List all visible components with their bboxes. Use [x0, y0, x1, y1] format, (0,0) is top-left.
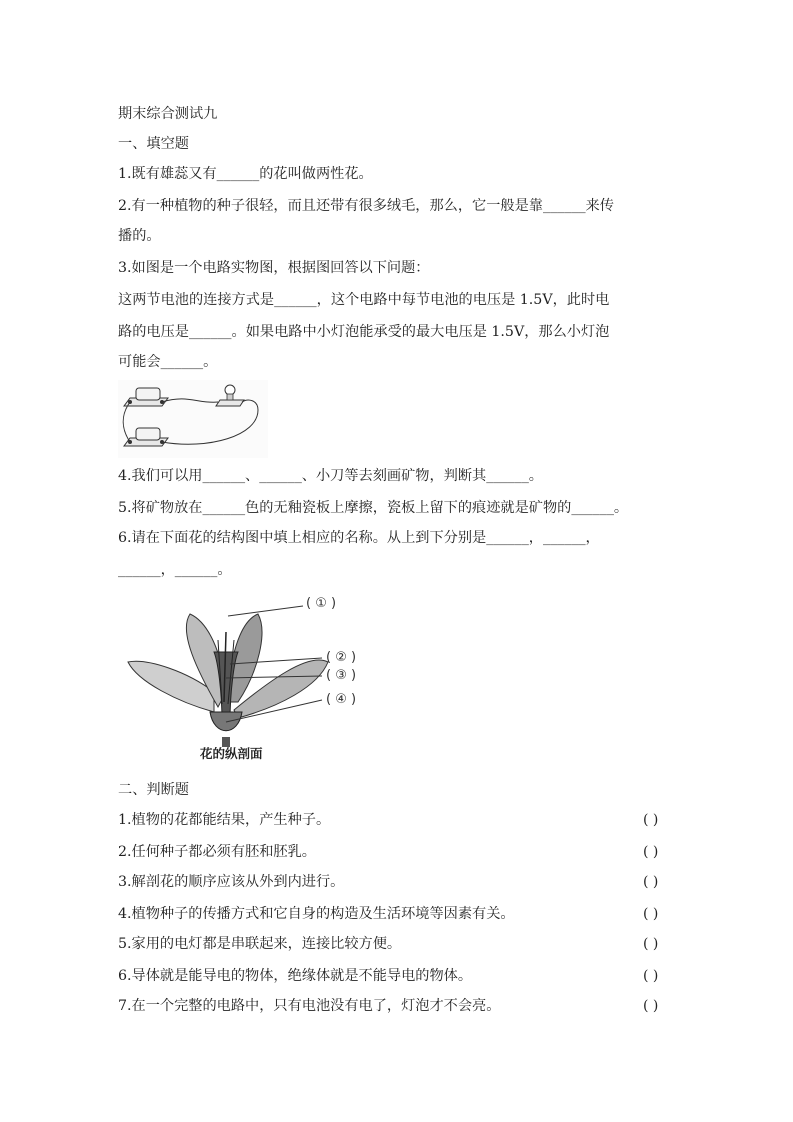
circuit-diagram [118, 380, 268, 458]
answer-parentheses[interactable]: ( ) [643, 936, 659, 952]
answer-parentheses[interactable]: ( ) [643, 998, 659, 1014]
question-2-line2: 播的。 [118, 228, 161, 244]
judge-item-2: 2.任何种子都必须有胚和胚乳。 [118, 844, 316, 860]
question-1: 1.既有雄蕊又有______的花叫做两性花。 [118, 166, 373, 182]
flower-label-4: ( ④ ) [326, 692, 357, 707]
question-3-line4: 可能会______。 [118, 354, 218, 370]
question-2-line1: 2.有一种植物的种子很轻，而且还带有很多绒毛，那么，它一般是靠______来传 [118, 198, 614, 214]
judge-item-1: 1.植物的花都能结果，产生种子。 [118, 812, 331, 828]
section1-heading: 一、填空题 [118, 136, 189, 152]
flower-label-3: ( ③ ) [326, 668, 357, 683]
judge-item-5: 5.家用的电灯都是串联起来，连接比较方便。 [118, 936, 402, 952]
answer-parentheses[interactable]: ( ) [643, 906, 659, 922]
answer-parentheses[interactable]: ( ) [643, 812, 659, 828]
question-3-line1: 3.如图是一个电路实物图，根据图回答以下问题： [118, 260, 430, 276]
question-4: 4.我们可以用______、______、小刀等去刻画矿物，判断其______。 [118, 468, 543, 484]
section2-heading: 二、判断题 [118, 782, 189, 798]
answer-parentheses[interactable]: ( ) [643, 968, 659, 984]
question-5: 5.将矿物放在______色的无釉瓷板上摩擦，瓷板上留下的痕迹就是矿物的______。 [118, 500, 629, 516]
judge-item-3: 3.解剖花的顺序应该从外到内进行。 [118, 874, 345, 890]
judge-item-7: 7.在一个完整的电路中，只有电池没有电了，灯泡才不会亮。 [118, 998, 501, 1014]
question-3-line2: 这两节电池的连接方式是______，这个电路中每节电池的电压是 1.5V，此时电 [118, 292, 610, 308]
answer-parentheses[interactable]: ( ) [643, 874, 659, 890]
answer-parentheses[interactable]: ( ) [643, 844, 659, 860]
judge-item-4: 4.植物种子的传播方式和它自身的构造及生活环境等因素有关。 [118, 906, 515, 922]
question-3-line3: 路的电压是______。如果电路中小灯泡能承受的最大电压是 1.5V，那么小灯泡 [118, 324, 610, 340]
question-6-line1: 6.请在下面花的结构图中填上相应的名称。从上到下分别是______，______， [118, 530, 600, 546]
flower-label-1: ( ① ) [306, 596, 337, 611]
page-title: 期末综合测试九 [118, 106, 218, 122]
flower-caption: 花的纵剖面 [200, 746, 263, 761]
question-6-line2: ______，______。 [118, 562, 232, 578]
judge-item-6: 6.导体就是能导电的物体，绝缘体就是不能导电的物体。 [118, 968, 473, 984]
flower-label-2: ( ② ) [326, 650, 357, 665]
